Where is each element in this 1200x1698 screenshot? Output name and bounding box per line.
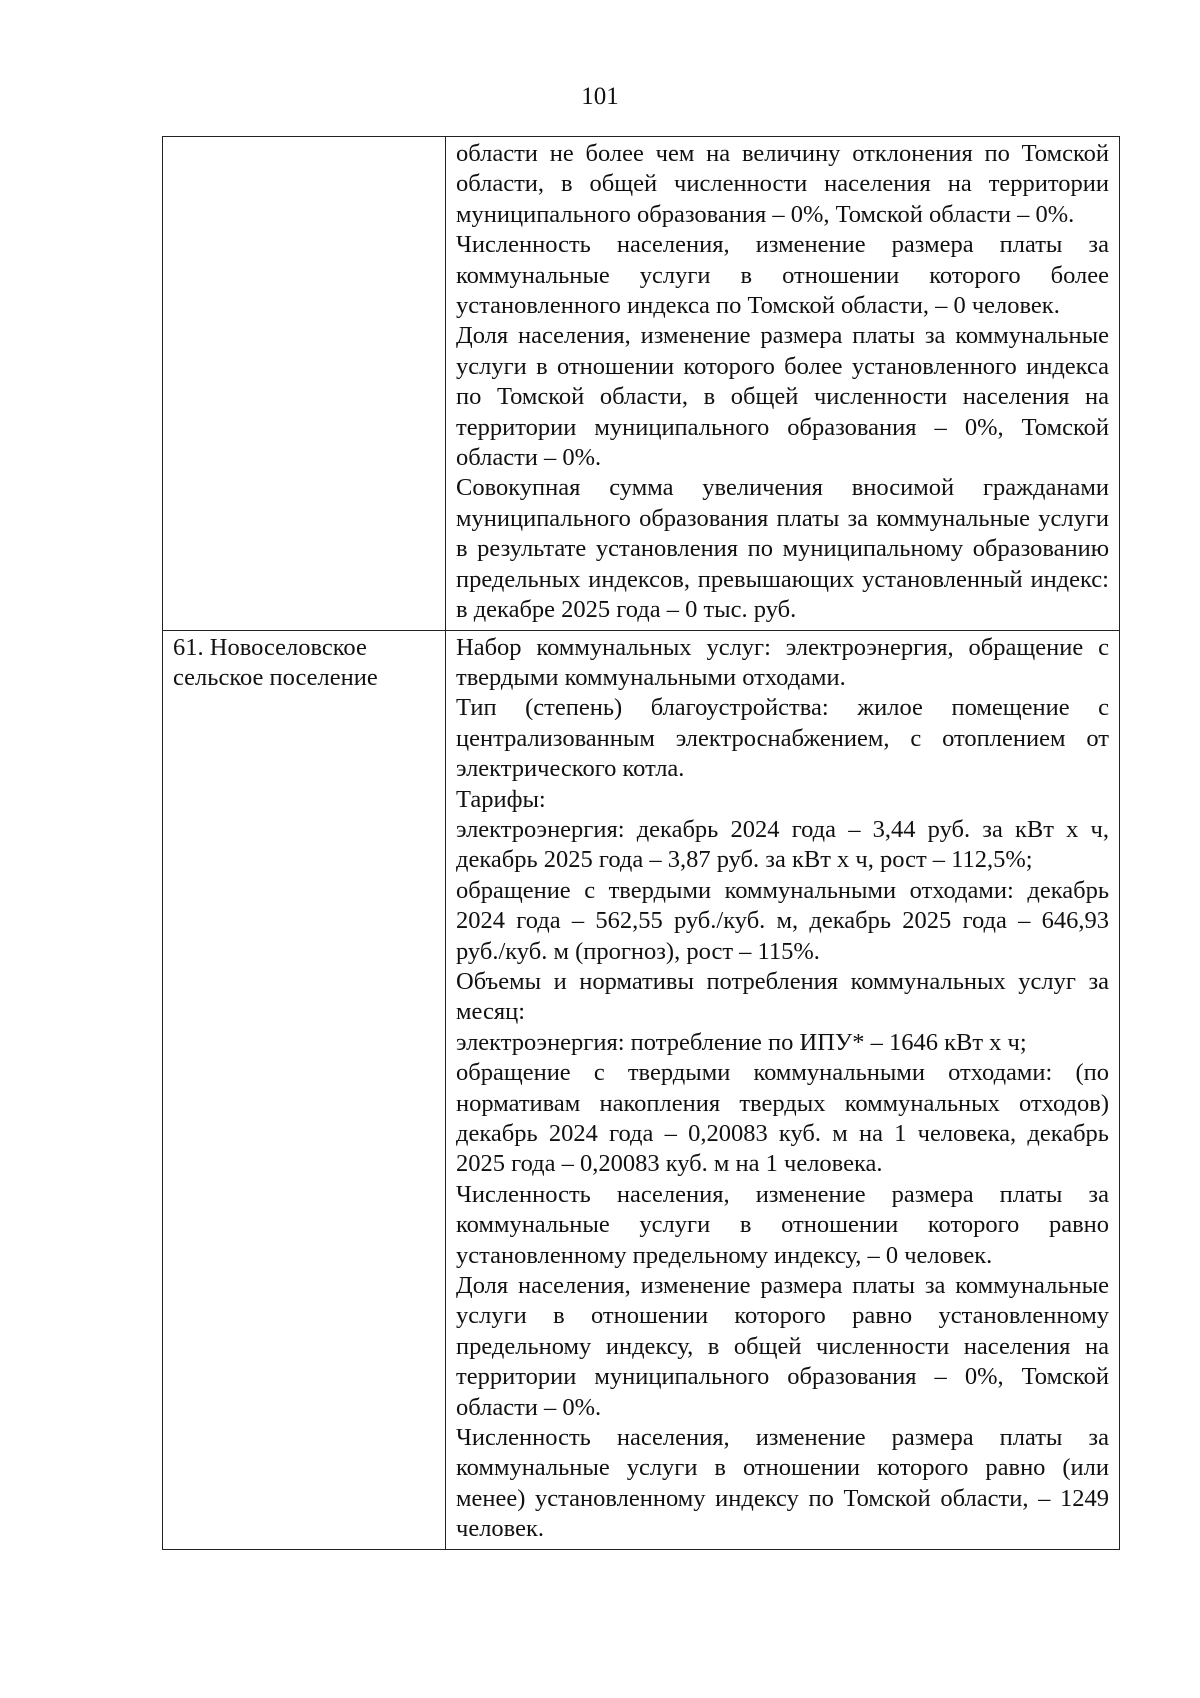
paragraph: Объемы и нормативы потребления коммунальных услуг за месяц: (456, 967, 1109, 1026)
table-row (163, 630, 1120, 1549)
paragraph: обращение с твердыми коммунальными отходами: декабрь 2024 года – 562,55 руб./куб. м, декабрь 2025 года – 646,93 руб./куб. м (прогноз), рост – 115%. (456, 876, 1109, 965)
paragraph: электроэнергия: декабрь 2024 года – 3,44 руб. за кВт х ч, декабрь 2025 года – 3,87 руб. за кВт х ч, рост – 112,5%; (456, 815, 1109, 874)
description-cell (446, 137, 1120, 631)
paragraph: Совокупная сумма увеличения вносимой гражданами муниципального образования платы за коммунальные услуги в результате установления по муниципальному образованию предельных индексов, превышающих установленный индекс: в декабре 2025 года – 0 тыс. руб. (456, 474, 1109, 624)
paragraph: электроэнергия: потребление по ИПУ* – 1646 кВт х ч; (456, 1028, 1027, 1056)
municipality-cell: 61. Новоселовское сельское поселение (163, 630, 446, 1549)
paragraph: области не более чем на величину отклонения по Томской области, в общей численности населения на территории муниципального образования – 0%, Томской области – 0%. (456, 140, 1109, 228)
paragraph: Тарифы: (456, 785, 546, 813)
paragraph: обращение с твердыми коммунальными отходами: (по нормативам накопления твердых коммунальных отходов) декабрь 2024 года – 0,20083 куб. м на 1 человека, декабрь 2025 года – 0,20083 куб. м на 1 человека. (456, 1059, 1109, 1178)
paragraph: Численность населения, изменение размера платы за коммунальные услуги в отношении которого равно (или менее) установленному индексу по Томской области, – 1249 человек. (456, 1424, 1109, 1543)
paragraph: Набор коммунальных услуг: электроэнергия, обращение с твердыми коммунальными отходами. (456, 633, 1109, 691)
paragraph: Доля населения, изменение размера платы за коммунальные услуги в отношении которого равно установленному предельному индексу, в общей численности населения на территории муниципального образования – 0%, Томской области – 0%. (456, 1272, 1109, 1421)
description-cell (446, 630, 1120, 1549)
municipality-cell (163, 137, 446, 631)
document-table (162, 136, 1120, 1550)
page-number: 101 (581, 83, 619, 110)
paragraph: Численность населения, изменение размера платы за коммунальные услуги в отношении которого равно установленному предельному индексу, – 0 человек. (456, 1180, 1109, 1269)
paragraph: Численность населения, изменение размера платы за коммунальные услуги в отношении которого более установленного индекса по Томской области, – 0 человек. (456, 231, 1109, 320)
paragraph: Доля населения, изменение размера платы за коммунальные услуги в отношении которого более установленного индекса по Томской области, в общей численности населения на территории муниципального образования – 0%, Томской области – 0%. (456, 322, 1109, 472)
paragraph: Тип (степень) благоустройства: жилое помещение с централизованным электроснабжением, с отоплением от электрического котла. (456, 694, 1109, 783)
table-row (163, 137, 1120, 631)
